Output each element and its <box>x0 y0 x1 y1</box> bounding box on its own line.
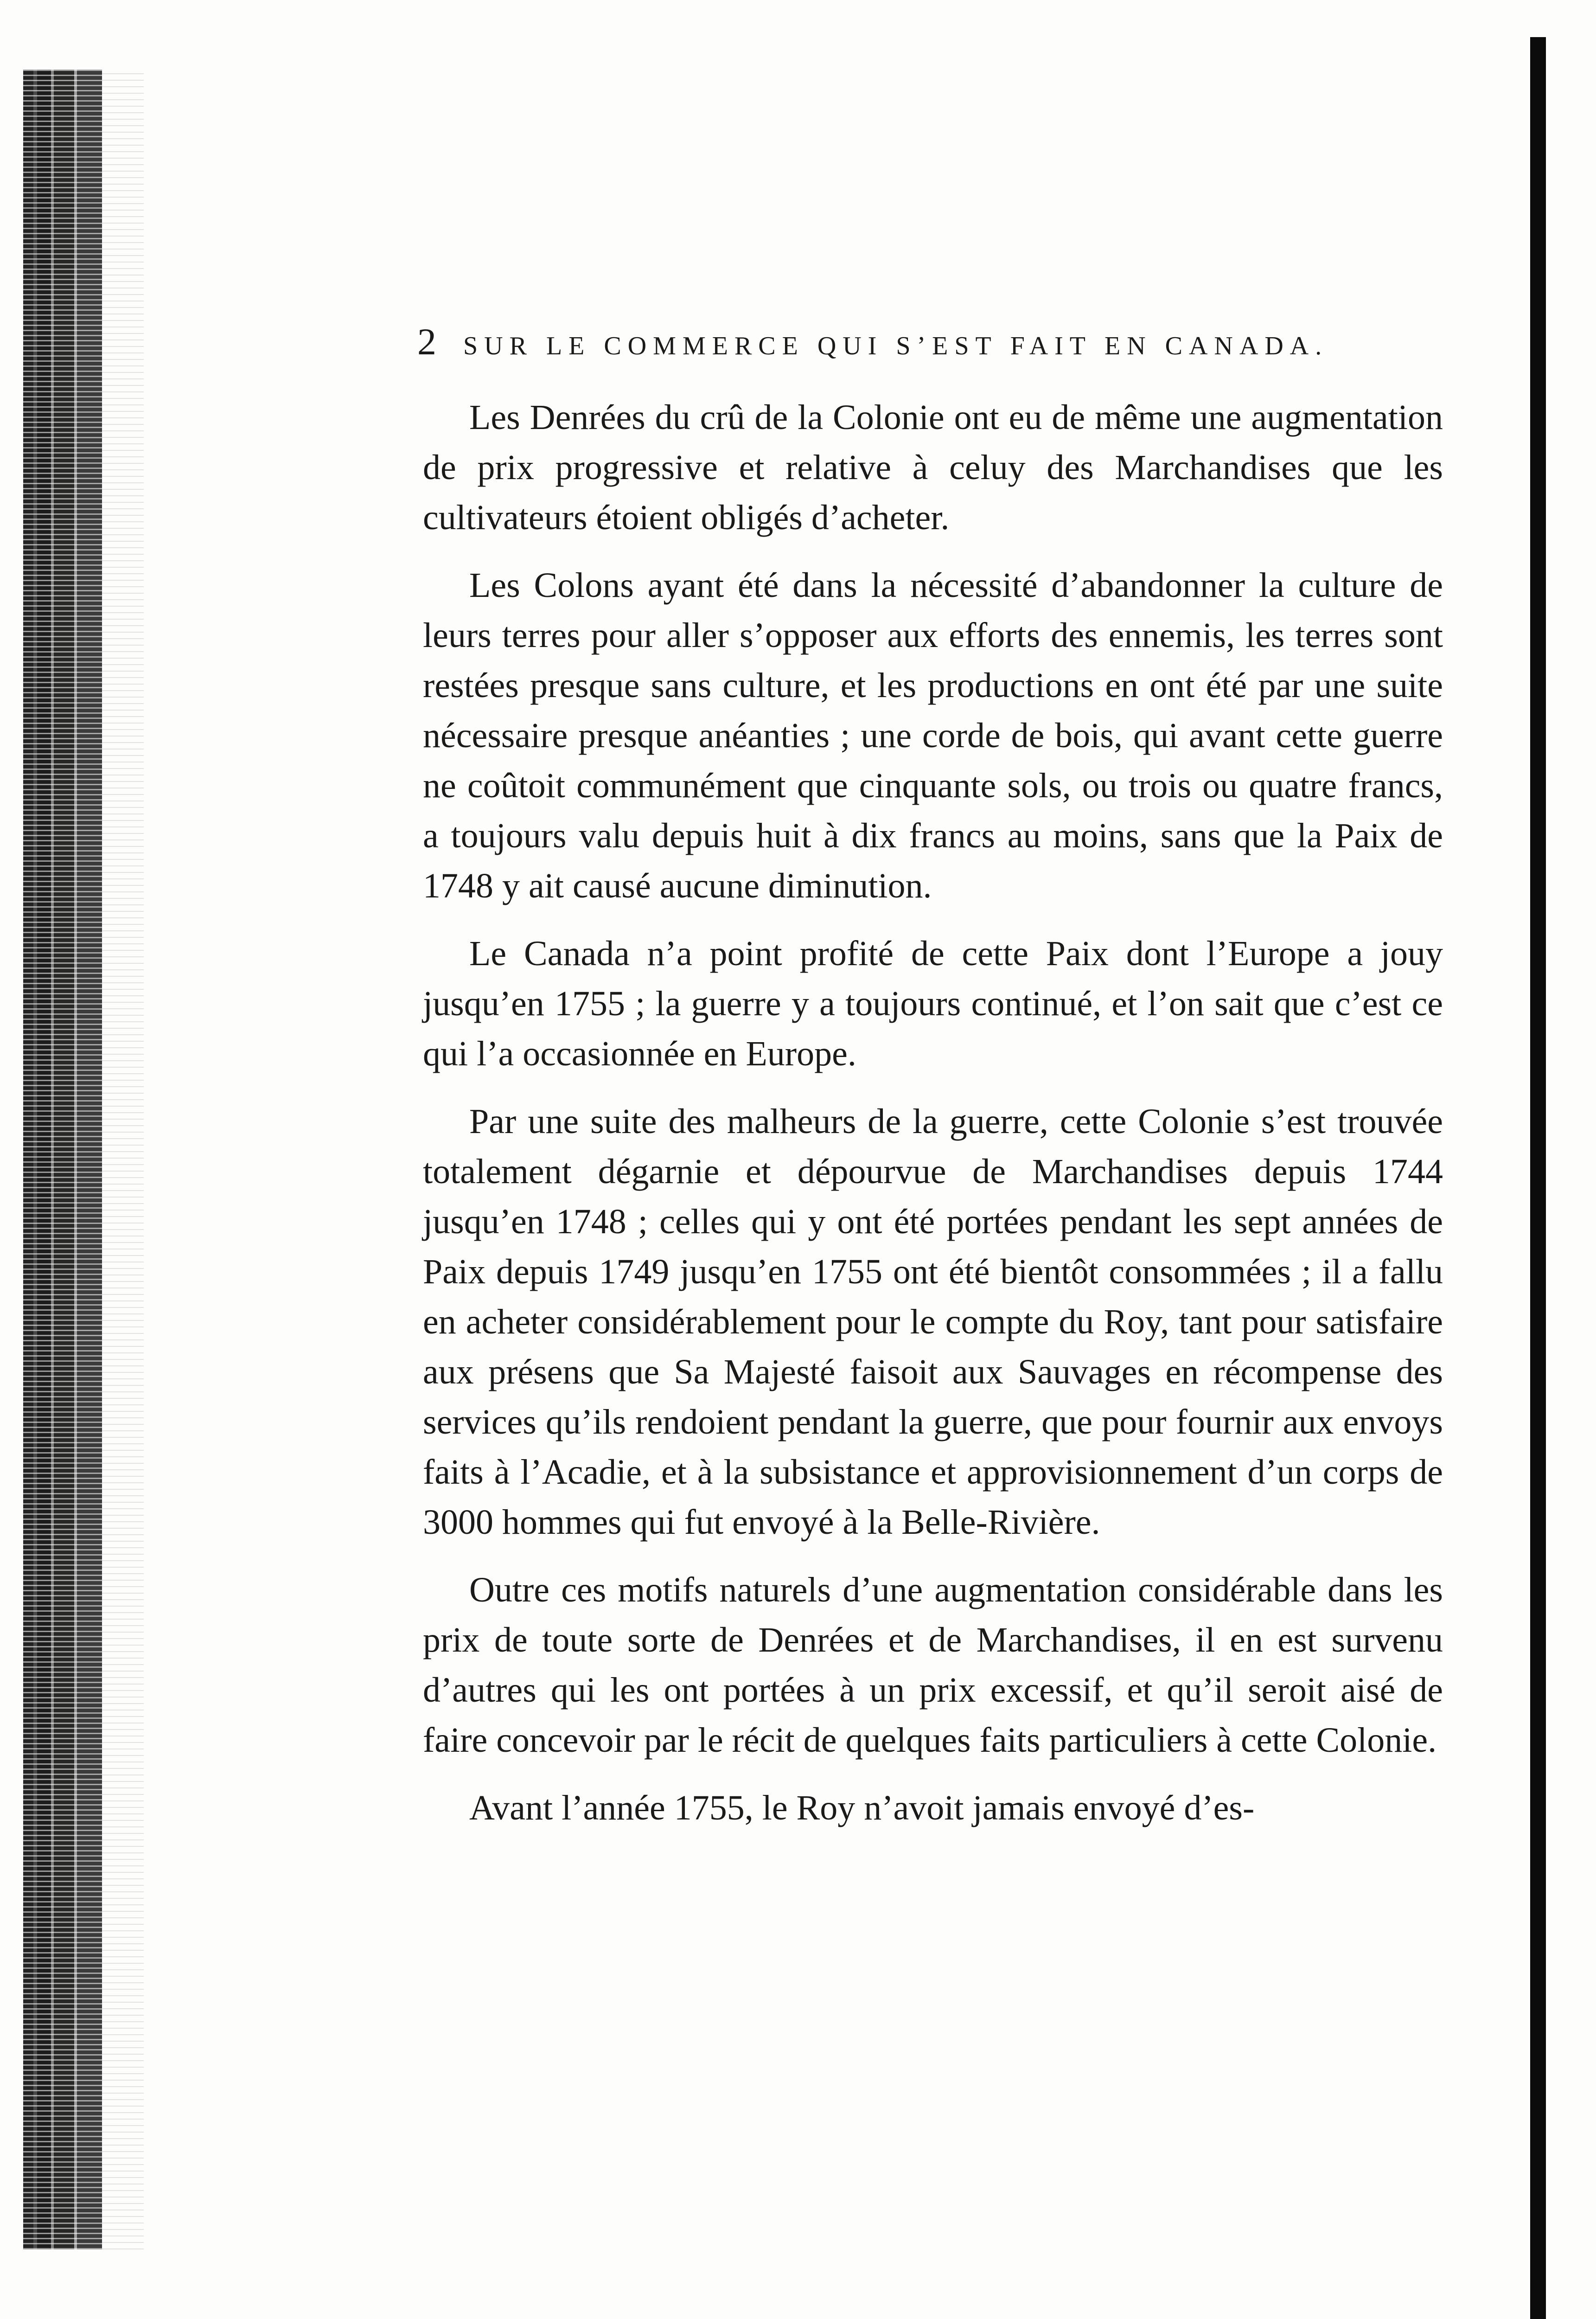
paragraph-3: Le Canada n’a point profité de cette Paix dont l’Europe a jouy jusqu’en 1755 ; la guerre y a toujours continué, et l’on sait que c’est ce qui l’a occasionnée en Europe. <box>423 934 1443 1073</box>
page-body <box>417 320 1443 1833</box>
scan-edge-noise <box>102 70 144 2249</box>
paragraph-2: Les Colons ayant été dans la nécessité d’abandonner la culture de leurs terres pour aller s’opposer aux efforts des ennemis, les terres sont restées presque sans culture, et les productions en ont été par une suite nécessaire presque anéanties ; une corde de bois, qui avant cette guerre ne coûtoit communément que cinquante sols, ou trois ou quatre francs, a toujours valu depuis huit à dix francs au moins, sans que la Paix de 1748 y ait causé aucune diminution. <box>423 566 1443 905</box>
paragraph-5: Outre ces motifs naturels d’une augmentation considérable dans les prix de toute sorte de Denrées et de Marchandises, il en est survenu d’autres qui les ont portées à un prix excessif, et qu’il seroit aisé de faire concevoir par le récit de quelques faits particuliers à cette Colonie. <box>423 1570 1443 1760</box>
paragraph-1: Les Denrées du crû de la Colonie ont eu de même une augmentation de prix progressive et relative à celuy des Marchandises que les cultivateurs étoient obligés d’acheter. <box>423 398 1443 537</box>
page-number: 2 <box>417 320 436 363</box>
scan-right-border <box>1530 37 1546 2319</box>
paragraph-6: Avant l’année 1755, le Roy n’avoit jamais envoyé d’es- <box>469 1788 1255 1827</box>
running-title: SUR LE COMMERCE QUI S’EST FAIT EN CANADA. <box>463 332 1328 360</box>
running-head <box>417 320 1443 364</box>
paragraph-4: Par une suite des malheurs de la guerre, cette Colonie s’est trouvée totalement dégarnie et dépourvue de Marchandises depuis 1744 jusqu’en 1748 ; celles qui y ont été portées pendant les sept années de Paix depuis 1749 jusqu’en 1755 ont été bientôt consommées ; il a fallu en acheter considérablement pour le compte du Roy, tant pour satisfaire aux présens que Sa Majesté faisoit aux Sauvages en récompense des services qu’ils rendoient pendant la guerre, que pour fournir aux envoys faits à l’Acadie, et à la subsistance et approvisionnement d’un corps de 3000 hommes qui fut envoyé à la Belle-Rivière. <box>423 1102 1443 1542</box>
scan-binding-edge <box>23 70 102 2249</box>
